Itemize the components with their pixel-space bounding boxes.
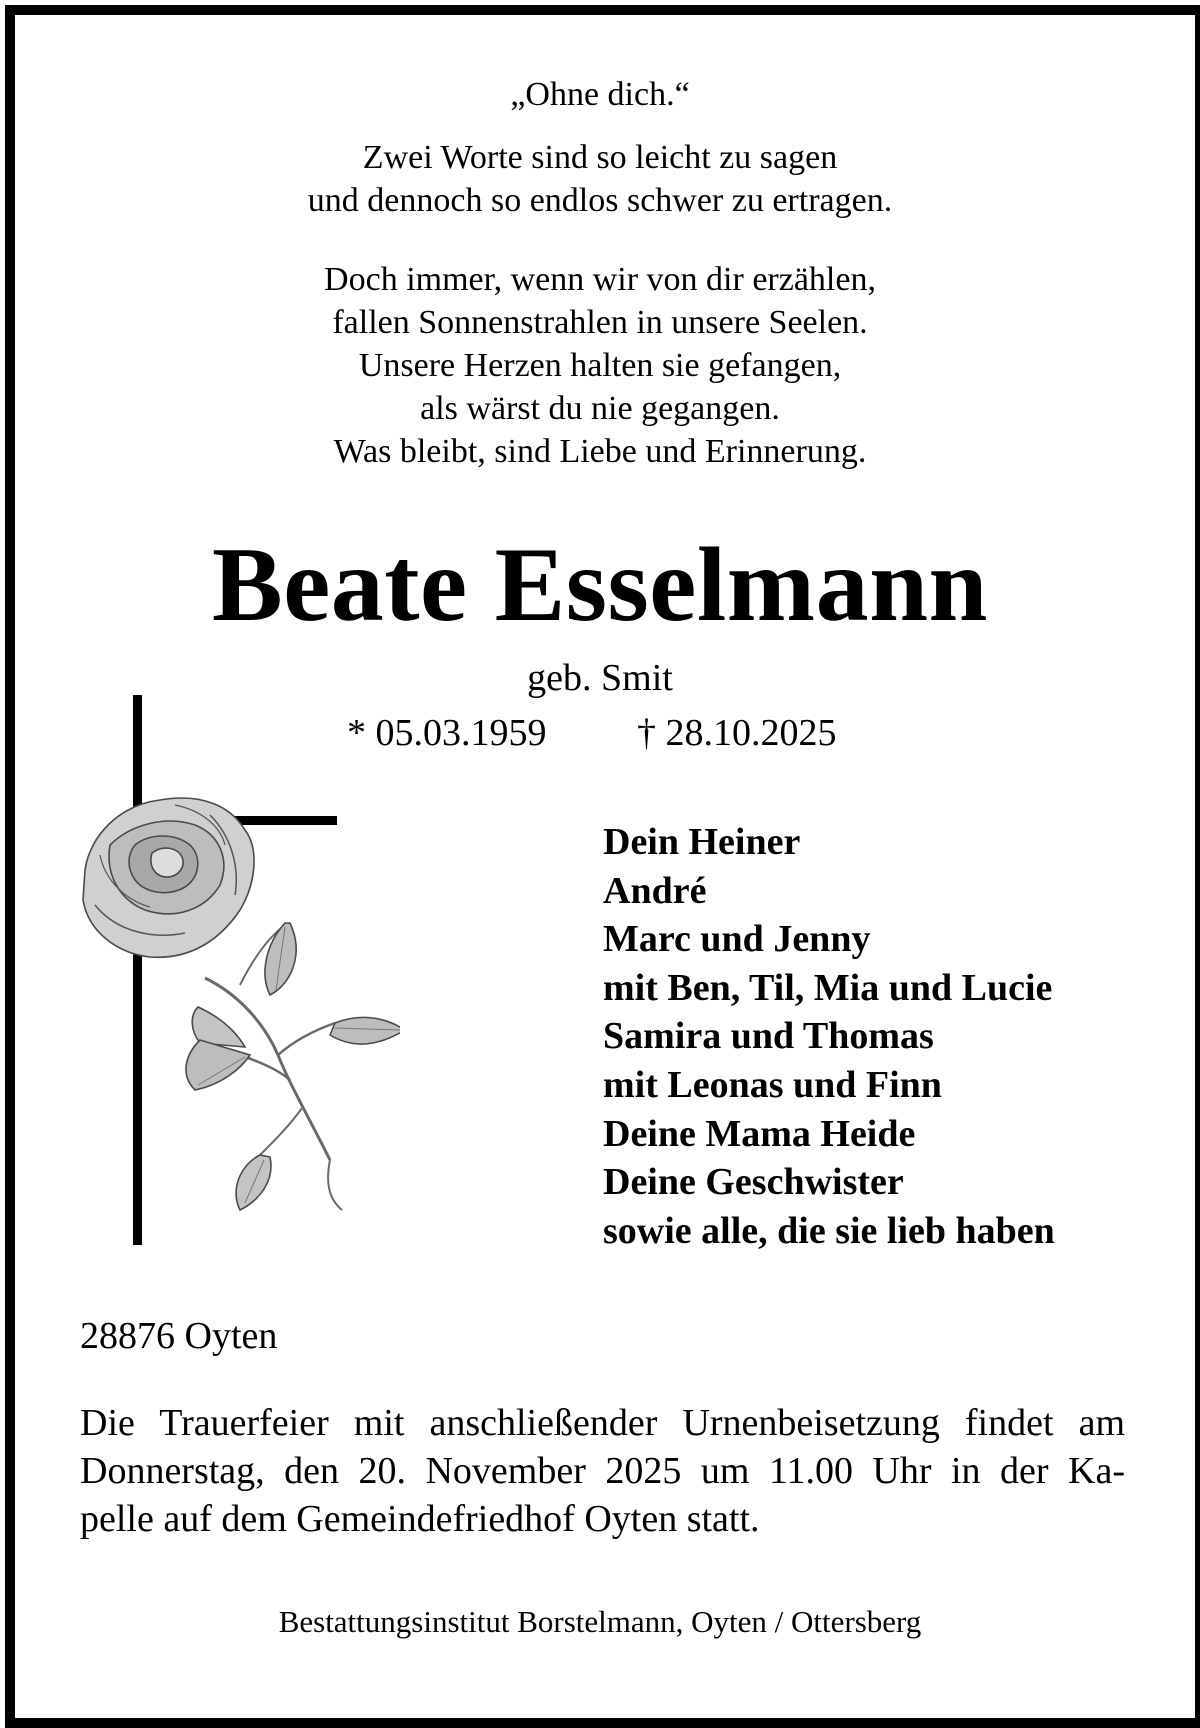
poem-line: Was bleibt, sind Liebe und Erinnerung.: [333, 433, 867, 470]
cross-and-rose-illustration: [80, 695, 400, 1250]
poem-line: Zwei Worte sind so leicht zu sagen: [362, 139, 838, 176]
service-line: Die Trauerfeier mit anschließender Urnenbeisetzung findet am: [80, 1402, 1125, 1444]
poem-line: Unsere Herzen halten sie gefangen,: [358, 347, 842, 384]
service-notice: [80, 1399, 1125, 1543]
mourners-list: [603, 818, 1055, 1255]
rose-icon: [83, 798, 400, 1210]
poem-stanza-2: [0, 258, 1200, 473]
birth-name: geb. Smit: [527, 657, 673, 699]
list-item: Deine Mama Heide: [603, 1112, 916, 1155]
list-item: Samira und Thomas: [603, 1015, 934, 1058]
undertaker: Bestattungsinstitut Borstelmann, Oyten / Ottersberg: [278, 1604, 922, 1639]
poem-stanza-1: [0, 136, 1200, 222]
list-item: sowie alle, die sie lieb haben: [603, 1209, 1055, 1252]
birth-date: * 05.03.1959: [347, 712, 547, 754]
list-item: Deine Geschwister: [603, 1161, 904, 1204]
cross-icon: [133, 695, 337, 1245]
poem-line: Doch immer, wenn wir von dir erzählen,: [324, 261, 876, 298]
list-item: André: [603, 869, 707, 912]
poem-title: „Ohne dich.“: [510, 76, 690, 113]
deceased-name: Beate Esselmann: [212, 526, 988, 643]
poem-line: als wärst du nie gegangen.: [420, 390, 780, 427]
list-item: Marc und Jenny: [603, 918, 871, 961]
death-date: † 28.10.2025: [637, 712, 837, 754]
service-line: pelle auf dem Gemeindefriedhof Oyten statt.: [80, 1498, 760, 1540]
poem-line: und dennoch so endlos schwer zu ertragen.: [307, 182, 893, 219]
poem-line: fallen Sonnenstrahlen in unsere Seelen.: [332, 304, 868, 341]
list-item: mit Ben, Til, Mia und Lucie: [603, 966, 1053, 1009]
service-line: Donnerstag, den 20. November 2025 um 11.00 Uhr in der Ka-: [80, 1450, 1125, 1492]
list-item: Dein Heiner: [603, 821, 801, 863]
place: 28876 Oyten: [80, 1315, 278, 1357]
list-item: mit Leonas und Finn: [603, 1063, 942, 1106]
